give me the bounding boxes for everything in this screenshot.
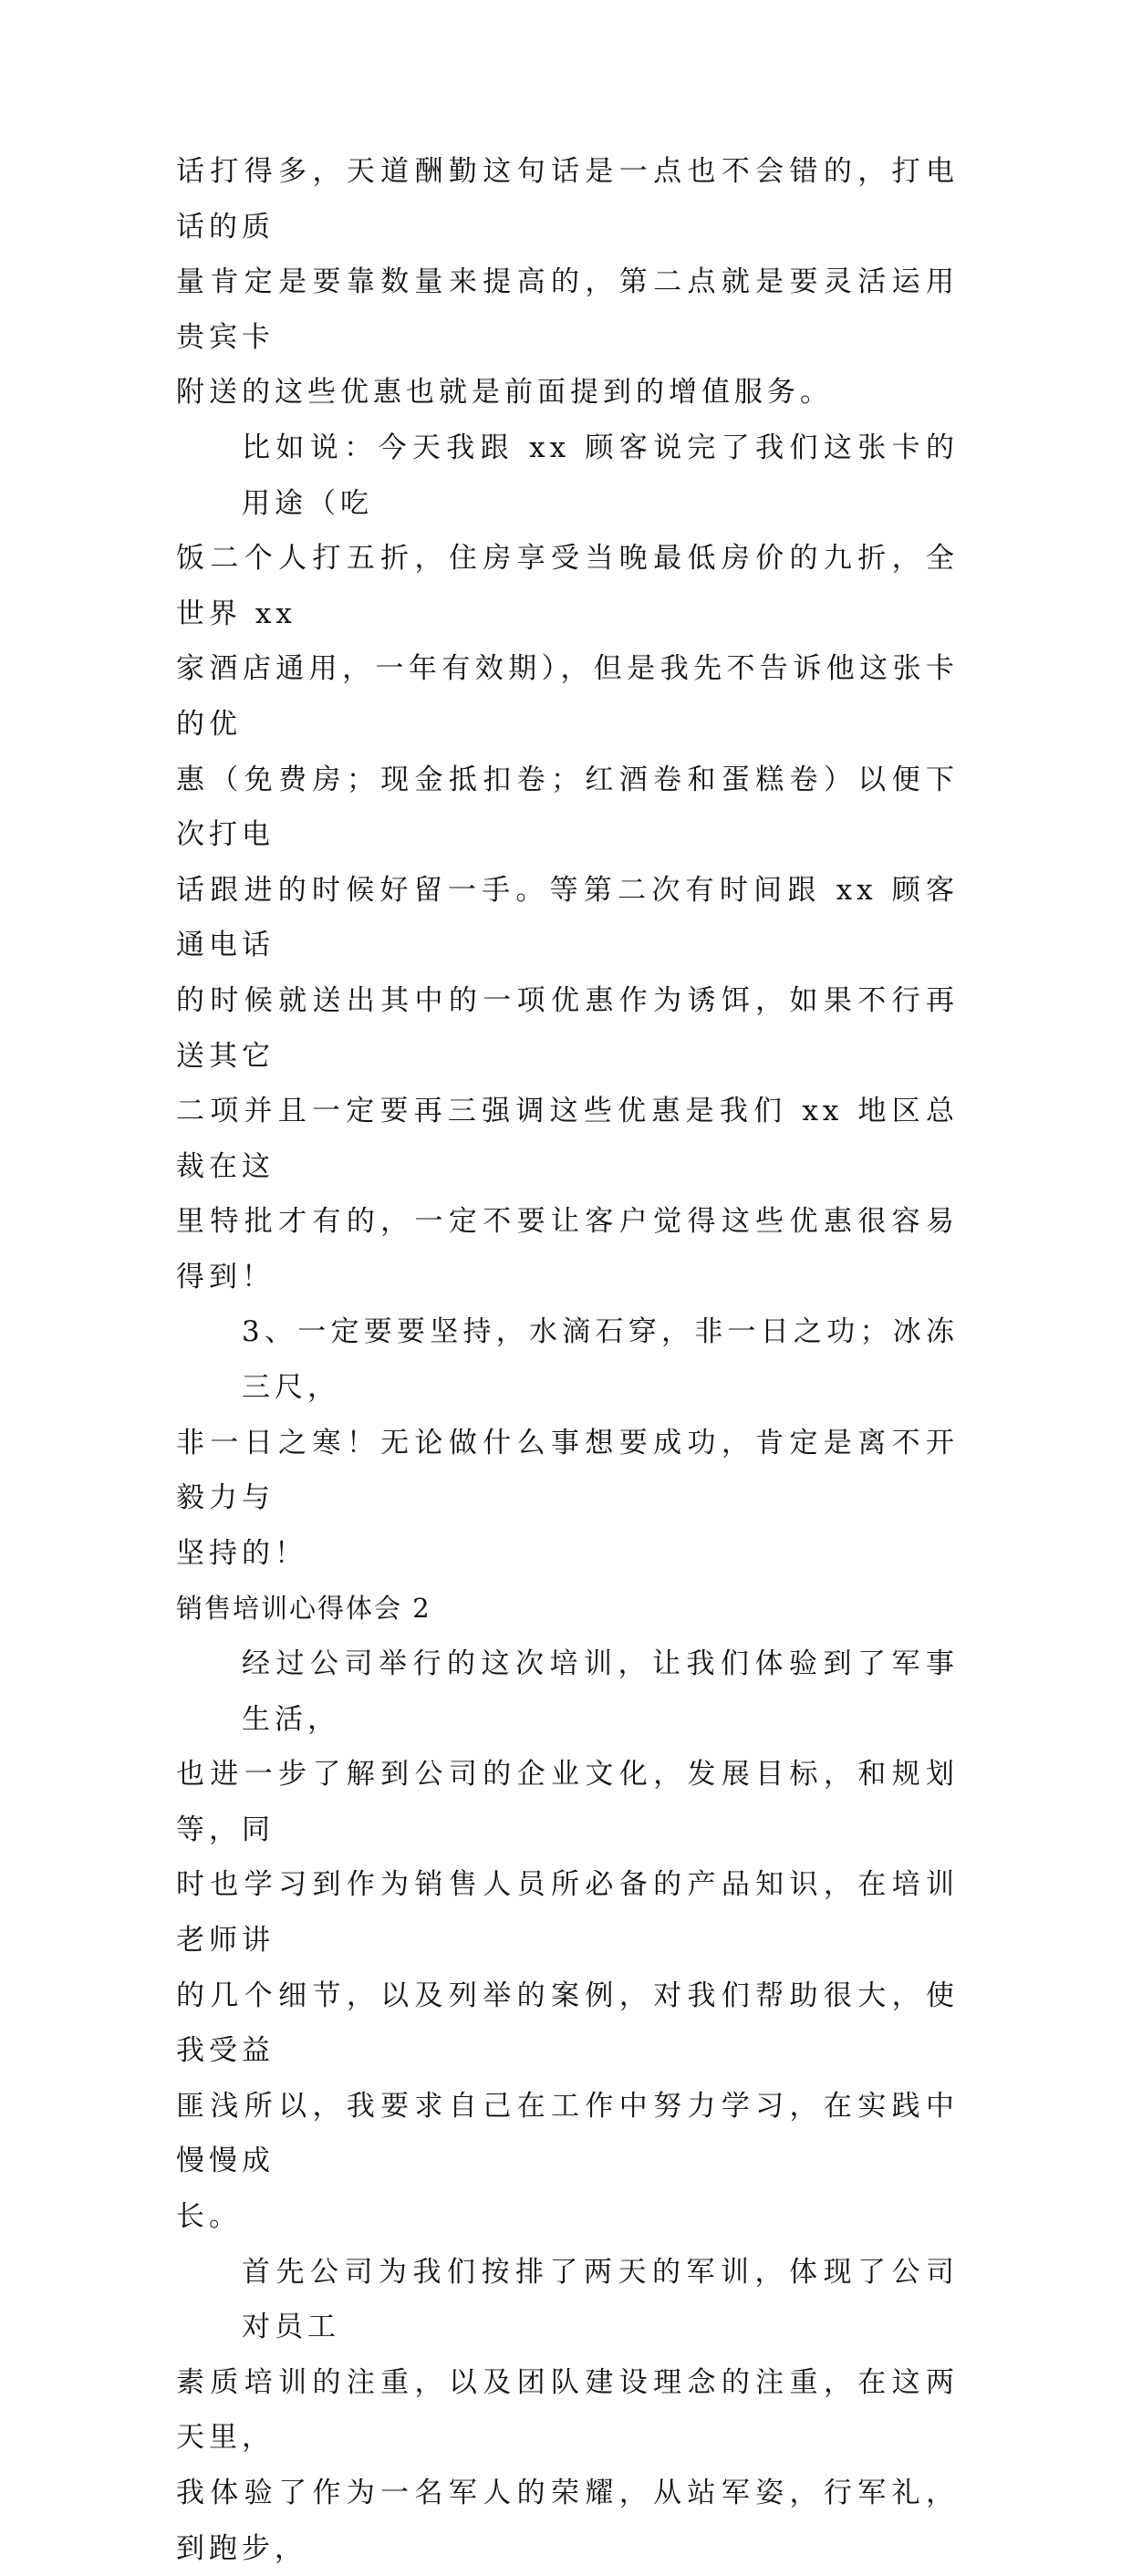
text-line: 长。 [176,2199,242,2233]
paragraph-training [176,1636,959,2245]
text-line: 3、一定要要坚持，水滴石穿，非一日之功；冰冻三尺， [242,1315,959,1405]
text-line: 也进一步了解到公司的企业文化，发展目标，和规划等，同 [176,1758,959,1846]
text-line: 话打得多，天道酬勤这句话是一点也不会错的，打电话的质 [176,155,959,244]
document-body [176,144,959,2576]
text-line: 时也学习到作为销售人员所必备的产品知识，在培训老师讲 [176,1868,959,1957]
text-line: 匪浅所以，我要求自己在工作中努力学习，在实践中慢慢成 [176,2089,959,2178]
paragraph-military-training [176,2245,959,2576]
text-line: 的几个细节，以及列举的案例，对我们帮助很大，使我受益 [176,1979,959,2068]
text-line: 里特批才有的，一定不要让客户觉得这些优惠很容易得到！ [176,1205,959,1293]
text-line: 量肯定是要靠数量来提高的，第二点就是要灵活运用贵宾卡 [176,265,959,354]
text-line: 惠（免费房；现金抵扣卷；红酒卷和蛋糕卷）以便下次打电 [176,763,959,852]
paragraph-example [176,421,959,1305]
text-line: 我体验了作为一名军人的荣耀，从站军姿，行军礼，到跑步， [176,2476,959,2565]
paragraph-point-3 [176,1304,959,1581]
paragraph-continued [176,144,959,421]
text-line: 比如说：今天我跟 xx 顾客说完了我们这张卡的用途（吃 [242,431,959,520]
text-line: 附送的这些优惠也就是前面提到的增值服务。 [176,376,833,410]
text-line: 家酒店通用，一年有效期），但是我先不告诉他这张卡的优 [176,652,959,741]
text-line: 饭二个人打五折，住房享受当晚最低房价的九折，全世界 xx [176,542,959,630]
text-line: 经过公司举行的这次培训，让我们体验到了军事生活， [242,1647,959,1736]
text-line: 素质培训的注重，以及团队建设理念的注重，在这两天里， [176,2365,959,2455]
text-line: 坚持的！ [176,1536,307,1570]
section-title: 销售培训心得体会 2 [176,1593,431,1625]
text-line: 的时候就送出其中的一项优惠作为诱饵，如果不行再送其它 [176,983,959,1073]
text-line: 话跟进的时候好留一手。等第二次有时间跟 xx 顾客通电话 [176,873,959,962]
text-line: 首先公司为我们按排了两天的军训，体现了公司对员工 [242,2255,959,2344]
text-line: 非一日之寒！无论做什么事想要成功，肯定是离不开毅力与 [176,1426,959,1515]
text-line: 二项并且一定要再三强调这些优惠是我们 xx 地区总裁在这 [176,1095,959,1183]
